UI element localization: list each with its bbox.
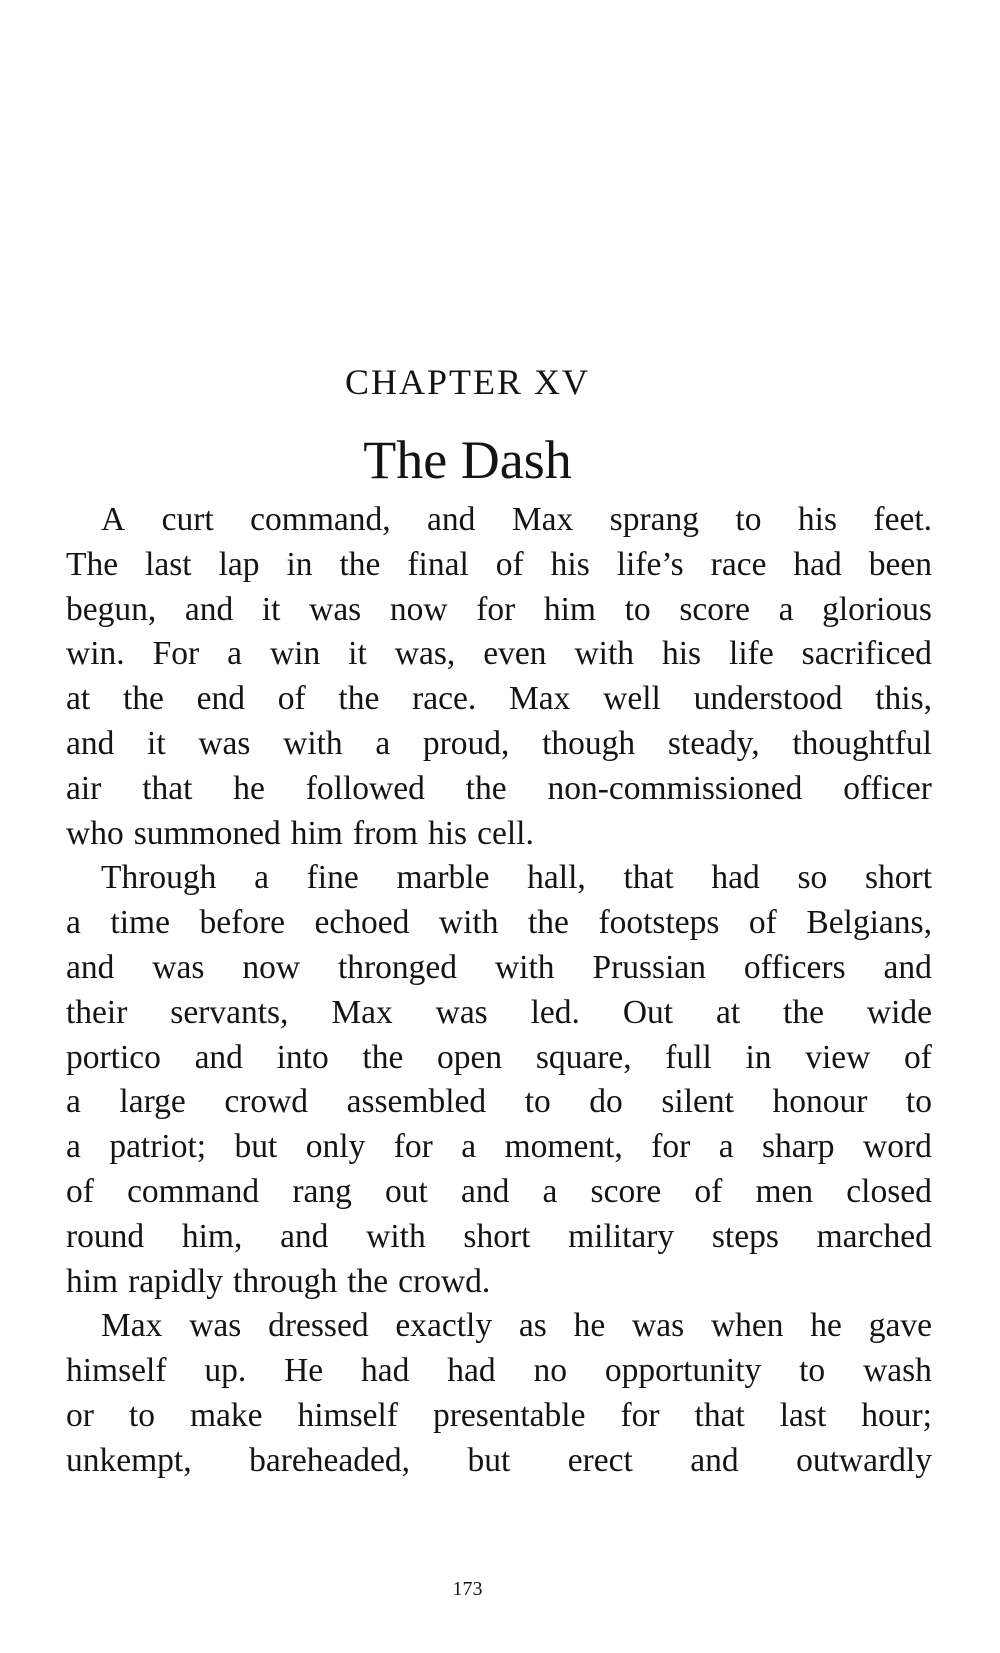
text-line: a patriot; but only for a moment, for a sharp word — [66, 1128, 932, 1166]
text-line: begun, and it was now for him to score a glorious — [66, 590, 932, 628]
text-line: win. For a win it was, even with his life sacrificed — [66, 635, 932, 673]
text-line: their servants, Max was led. Out at the wide — [66, 993, 932, 1031]
text-line: Through a fine marble hall, that had so short — [101, 859, 932, 897]
text-line: at the end of the race. Max well understood this, — [66, 680, 932, 718]
text-line: who summoned him from his cell. — [66, 814, 534, 852]
chapter-title: The Dash — [363, 430, 572, 490]
text-line: of command rang out and a score of men closed — [66, 1172, 932, 1210]
body-text — [66, 498, 932, 1484]
text-line: him rapidly through the crowd. — [66, 1262, 491, 1300]
text-line: a large crowd assembled to do silent honour to — [66, 1083, 932, 1121]
text-line: round him, and with short military steps marched — [66, 1217, 932, 1255]
page-number: 173 — [452, 1578, 483, 1600]
text-line: and was now thronged with Prussian officers and — [66, 948, 932, 986]
text-line: and it was with a proud, though steady, thoughtful — [66, 724, 932, 762]
text-line: The last lap in the final of his life’s race had been — [66, 545, 932, 583]
text-line: himself up. He had had no opportunity to wash — [66, 1352, 932, 1390]
text-line: unkempt, bareheaded, but erect and outwardly — [66, 1441, 932, 1479]
text-line: or to make himself presentable for that last hour; — [66, 1396, 932, 1434]
text-line: Max was dressed exactly as he was when he gave — [101, 1307, 932, 1345]
chapter-number: CHAPTER XV — [344, 362, 591, 402]
text-line: portico and into the open square, full in view of — [66, 1038, 932, 1076]
text-line: a time before echoed with the footsteps of Belgians, — [66, 904, 932, 942]
text-line: air that he followed the non-commissioned officer — [66, 769, 932, 807]
text-line: A curt command, and Max sprang to his feet. — [101, 501, 932, 538]
